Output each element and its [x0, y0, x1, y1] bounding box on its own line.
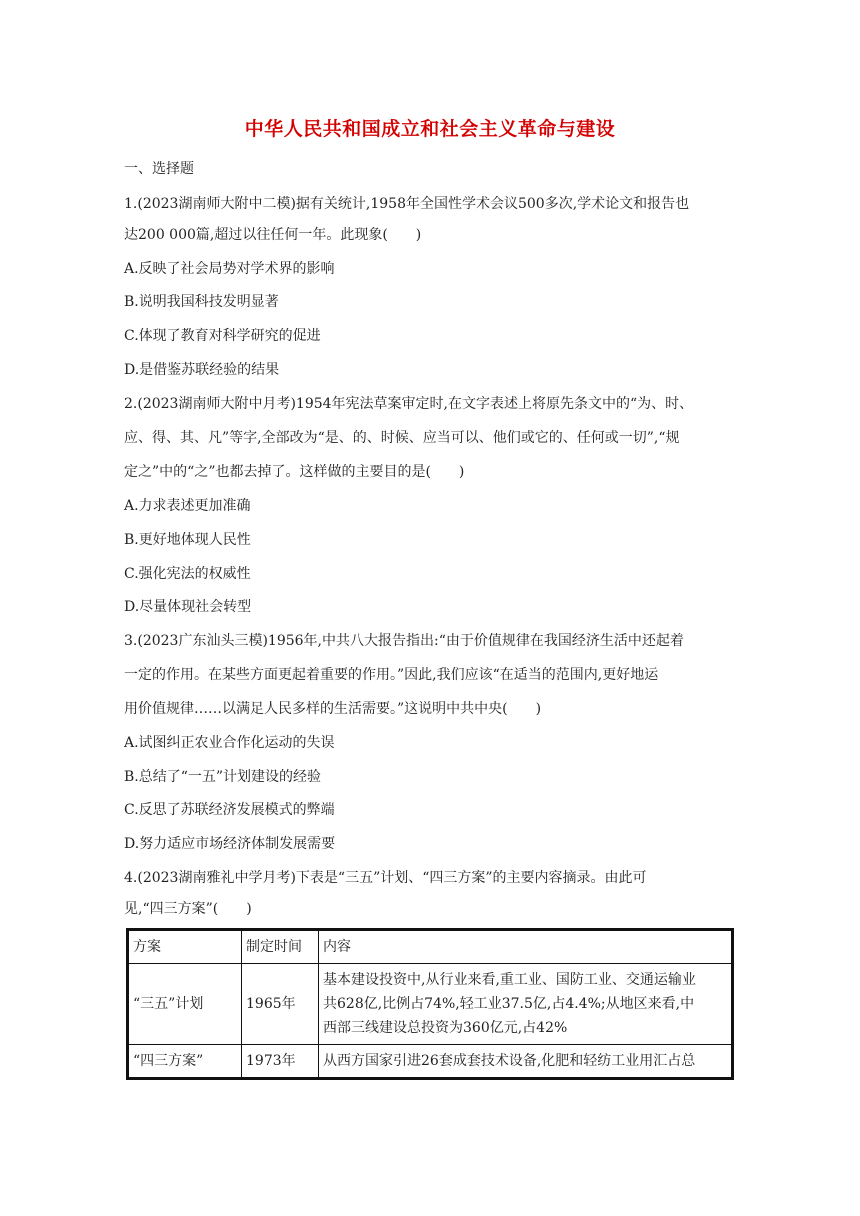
- table-cell-time: 1973年: [242, 1045, 319, 1079]
- q2-stem-line-1: 2.(2023湖南师大附中月考)1954年宪法草案审定时,在文字表述上将原先条文中的“为、时、: [124, 396, 694, 412]
- q3-option-b: B.总结了“一五”计划建设的经验: [124, 769, 322, 785]
- q3-stem-line-3: 用价值规律……以满足人民多样的生活需要。”这说明中共中央( ): [124, 701, 542, 717]
- table-cell-content: [319, 964, 733, 1045]
- q1-option-b: B.说明我国科技发明显著: [124, 294, 279, 310]
- table-row: [128, 964, 733, 1045]
- table-header-time: 制定时间: [242, 930, 319, 964]
- q3-option-a: A.试图纠正农业合作化运动的失误: [124, 735, 335, 751]
- q3-stem-line-2: 一定的作用。在某些方面更起着重要的作用。”因此,我们应该“在适当的范围内,更好地运: [124, 667, 659, 683]
- table-cell-content-line: 从西方国家引进26套成套技术设备,化肥和轻纺工业用汇占总: [323, 1053, 696, 1069]
- q2-stem-line-3: 定之”中的“之”也都去掉了。这样做的主要目的是( ): [124, 464, 465, 480]
- q4-stem-line-1: 4.(2023湖南雅礼中学月考)下表是“三五”计划、“四三方案”的主要内容摘录。由此可: [124, 870, 647, 886]
- q3-stem-line-1: 3.(2023广东汕头三模)1956年,中共八大报告指出:“由于价值规律在我国经济生活中还起着: [124, 633, 684, 649]
- q2-option-c: C.强化宪法的权威性: [124, 566, 251, 582]
- table-cell-content-line: 西部三线建设总投资为360亿元,占42%: [323, 1020, 568, 1036]
- q1-option-d: D.是借鉴苏联经验的结果: [124, 362, 280, 378]
- q2-option-a: A.力求表述更加准确: [124, 498, 251, 514]
- table-header-row: [128, 930, 733, 964]
- q1-stem-line-1: 1.(2023湖南师大附中二模)据有关统计,1958年全国性学术会议500多次,学术论文和报告也: [124, 196, 690, 212]
- table-cell-time: 1965年: [242, 964, 319, 1045]
- q2-option-b: B.更好地体现人民性: [124, 532, 251, 548]
- q2-option-d: D.尽量体现社会转型: [124, 599, 252, 615]
- q3-option-d: D.努力适应市场经济体制发展需要: [124, 836, 336, 852]
- q4-stem-line-2: 见,“四三方案”( ): [124, 901, 252, 917]
- q2-stem-line-2: 应、得、其、凡”等字,全部改为“是、的、时候、应当可以、他们或它的、任何或一切”,“规: [124, 430, 680, 446]
- table-cell-plan: “三五”计划: [128, 964, 242, 1045]
- table-header-plan: 方案: [128, 930, 242, 964]
- q1-option-c: C.体现了教育对科学研究的促进: [124, 328, 321, 344]
- table-header-content: 内容: [319, 930, 733, 964]
- table-row: [128, 1045, 733, 1079]
- table-cell-content-line: 共628亿,比例占74%,轻工业37.5亿,占4.4%;从地区来看,中: [323, 996, 695, 1012]
- section-heading: 一、选择题: [124, 161, 194, 177]
- table-cell-content-line: 基本建设投资中,从行业来看,重工业、国防工业、交通运输业: [323, 972, 696, 988]
- q4-table: [126, 928, 734, 1080]
- document-title: 中华人民共和国成立和社会主义革命与建设: [244, 118, 616, 140]
- q1-stem-line-2: 达200 000篇,超过以往任何一年。此现象( ): [124, 227, 422, 243]
- table-cell-plan: “四三方案”: [128, 1045, 242, 1079]
- q1-option-a: A.反映了社会局势对学术界的影响: [124, 261, 335, 277]
- q3-option-c: C.反思了苏联经济发展模式的弊端: [124, 802, 335, 818]
- table-cell-content: [319, 1045, 733, 1079]
